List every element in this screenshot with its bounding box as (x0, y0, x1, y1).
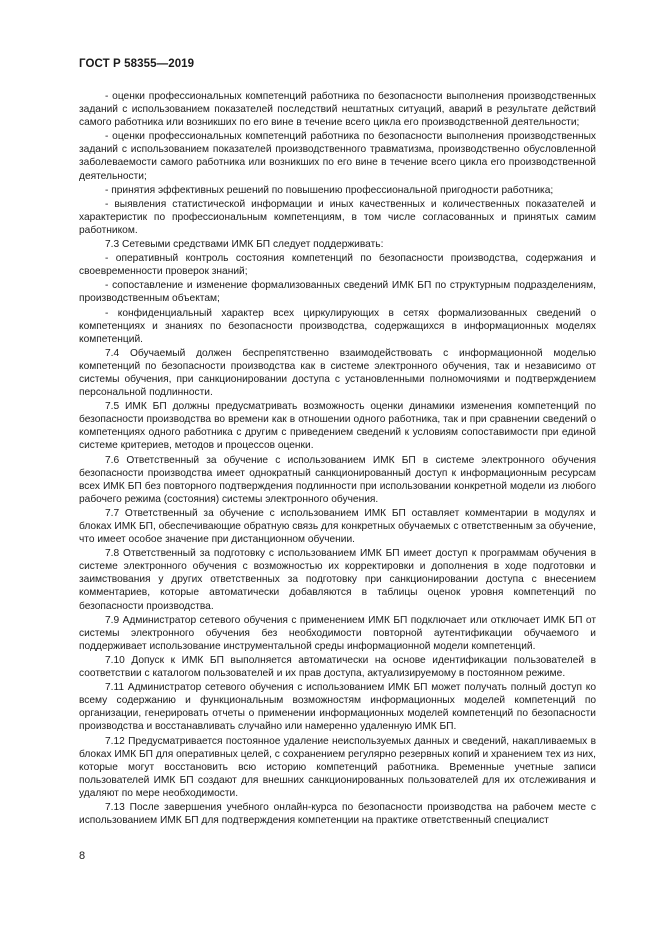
paragraph: - оценки профессиональных компетенций работника по безопасности выполнения производственных заданий с использованием показателей последствий нештатных ситуаций, аварий в результате действий самого работника или возникших по его вине в течение всего цикла его производственной деятельности; (79, 91, 596, 129)
paragraph: - конфиденциальный характер всех циркулирующих в сетях формализованных сведений о компетенциях и знаниях по безопасности производства, содержащихся в информационных моделях компетенций. (79, 307, 596, 345)
paragraph: 7.11 Администратор сетевого обучения с использованием ИМК БП может получать полный доступ ко всему содержанию и функциональным возможностям информационных моделей компетенций по организации, генерировать отчеты о применении информационных моделей компетенций по безопасности производства и восстанавливать случайно или намеренно удаленную ИМК БП. (79, 682, 596, 733)
paragraph: 7.10 Допуск к ИМК БП выполняется автоматически на основе идентификации пользователей в соответствии с каталогом пользователей и их прав доступа, актуализируемому в постоянном режиме. (79, 654, 596, 680)
paragraph: 7.5 ИМК БП должны предусматривать возможность оценки динамики изменения компетенций по безопасности производства во времени как в отношении одного работника, так и при сравнении сведений о компетенциях одного работника с другим с приведением сведений к условиям сопоставимости при единой системе критериев, методов и процессов оценки. (79, 401, 596, 452)
paragraph: 7.9 Администратор сетевого обучения с применением ИМК БП подключает или отключает ИМК БП от системы электронного обучения без необходимости повторной аутентификации обучаемого и поддерживает использование инструментальной среды информационной модели компетенций. (79, 614, 596, 652)
paragraph: - оперативный контроль состояния компетенций по безопасности производства, содержания и своевременности проверок знаний; (79, 253, 596, 278)
paragraph: 7.3 Сетевыми средствами ИМК БП следует поддерживать: (105, 239, 384, 251)
paragraph: - сопоставление и изменение формализованных сведений ИМК БП по структурным подразделениям, производственным объектам; (79, 280, 596, 305)
paragraph: 7.4 Обучаемый должен беспрепятственно взаимодействовать с информационной моделью компетенций по безопасности производства как в системе электронного обучения, так и независимо от системы обучения, при санкционировании доступа с установленными полномочиями и подтверждением персональной подлинности. (79, 347, 596, 399)
paragraph: - принятия эффективных решений по повышению профессиональной пригодности работника; (105, 184, 554, 196)
paragraph: - выявления статистической информации и иных качественных и количественных показателей и характеристик по профессиональным компетенциям, в том числе согласованных и принятых самим работником. (79, 198, 596, 236)
body-text (79, 90, 596, 828)
paragraph: 7.12 Предусматривается постоянное удаление неиспользуемых данных и сведений, накапливаемых в блоках ИМК БП для оперативных целей, с сохранением регулярно резервных копий и хранением тех из них, которые могут восстановить всю историю компетенций работника. Временные учетные записи пользователей ИМК БП создают для внешних санкционированных пользователей для их отслеживания и удаляют по мере необходимости. (79, 735, 596, 799)
paragraph: - оценки профессиональных компетенций работника по безопасности выполнения производственных заданий с использованием показателей производственного травматизма, производственно обусловленной заболеваемости самого работника или возникших по его вине в течение всего цикла его производственной деятельности; (79, 131, 596, 182)
paragraph: 7.8 Ответственный за подготовку с использованием ИМК БП имеет доступ к программам обучения в системе электронного обучения с возможностью их корректировки и дополнения в ходе подготовки и заимствования у других ответственных за подготовку при санкционировании доступа с внесением комментариев, которые автоматически добавляются в таблицы оценок уровня компетенций по безопасности производства. (79, 548, 596, 612)
standard-header: ГОСТ Р 58355—2019 (79, 58, 195, 70)
paragraph: 7.13 После завершения учебного онлайн-курса по безопасности производства на рабочем месте с использованием ИМК БП для подтверждения компетенции на практике ответственный специалист (79, 801, 596, 827)
page-number: 8 (79, 850, 86, 862)
paragraph: 7.7 Ответственный за обучение с использованием ИМК БП оставляет комментарии в модулях и блоках ИМК БП, обеспечивающие обратную связь для конкретных обучаемых с ответственным за обучение, что имеет особое значение при дистанционном обучении. (79, 507, 596, 546)
paragraph: 7.6 Ответственный за обучение с использованием ИМК БП в системе электронного обучения безопасности производства имеет однократный санкционированный доступ к информационным ресурсам всех ИМК БП без повторного подтверждения подлинности при использовании конкретной модели из любого рабочего режима (состояния) системы электронного обучения. (79, 454, 596, 505)
